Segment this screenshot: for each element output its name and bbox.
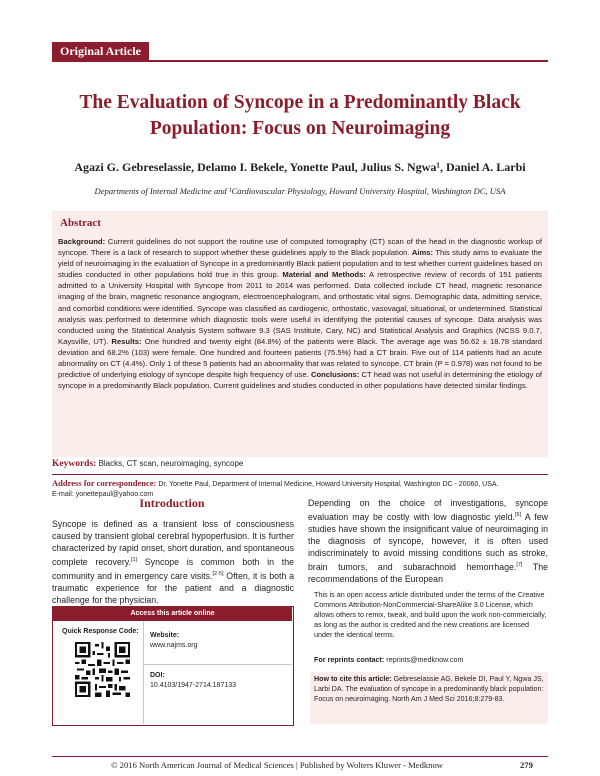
doi-label: DOI: xyxy=(150,672,165,679)
background-label: Background: xyxy=(58,237,106,246)
reprints-label: For reprints contact: xyxy=(314,655,385,664)
methods-label: Material and Methods: xyxy=(282,270,366,280)
doi-link[interactable]: 10.4103/1947-2714.187133 xyxy=(150,682,237,689)
reprints-contact xyxy=(314,655,548,664)
citation-ref[interactable]: [1] xyxy=(130,557,138,564)
results-label: Results: xyxy=(111,336,142,346)
aims-text: This study aims to evaluate the yield of neuroimaging in the evaluation of Syncope in a predominantly Black patient population and to test whether current guidelines based on studies conducted in other populations hold true in this group. xyxy=(58,248,542,280)
intro-text: Depending on the choice of investigations, syncope evaluation may be costly with low diagnostic yield. xyxy=(308,498,548,523)
intro-text: The recommendations of the European xyxy=(308,562,548,585)
article-title: The Evaluation of Syncope in a Predominantly Black Population: Focus on Neuroimaging xyxy=(79,92,521,139)
abstract-body xyxy=(58,236,542,391)
introduction-col2 xyxy=(308,497,548,586)
website-link[interactable]: www.najms.org xyxy=(150,642,198,649)
abstract-heading: Abstract xyxy=(60,217,101,229)
qr-label: Quick Response Code: xyxy=(62,628,139,635)
website-label: Website: xyxy=(150,632,180,639)
access-header: Access this article online xyxy=(53,607,292,621)
header-rule xyxy=(52,60,548,62)
intro-text: A few studies have shown the insignificant value of neuroimaging in the diagnosis of syncope, however, it is often used indiscriminately to avoid missing conditions such as stroke, brain tumors, and subarachnoid hemorrhage. xyxy=(308,512,548,573)
reprints-email[interactable]: reprints@medknow.com xyxy=(386,655,464,664)
keywords-text: Blacks, CT scan, neuroimaging, syncope xyxy=(98,459,244,468)
aims-label: Aims: xyxy=(411,248,434,258)
intro-text: Syncope is common both in the community and in emergency care visits. xyxy=(52,557,294,582)
access-divider xyxy=(143,621,144,724)
results-text: One hundred and twenty eight (84.8%) of the patients were Black. The average age was 56.62 ± 18.78 standard deviation and 68.2% (103) were female. One hundred and fourteen patients (75.5%) had a CT brain. Five out of 114 patients had an acute abnormality on CT (4.4%). Only 1 of these 5 patients had an abnormality that was related to syncope. CT brain (P = 0.978) was not found to be predictive of underlying etiology of syncope despite high frequency of use. xyxy=(58,336,543,380)
footer-text: © 2016 North American Journal of Medical Sciences | Published by Wolters Kluwer - Medknow xyxy=(111,760,443,770)
correspondence-label: Address for correspondence: xyxy=(52,478,157,488)
correspondence-text: Dr. Yonette Paul, Department of Internal Medicine, Howard University Hospital, Washington DC - 20060, USA. xyxy=(158,481,499,488)
page-number: 279 xyxy=(520,760,533,770)
methods-text: A retrospective review of records of 151 patients admitted to a University Hospital with Syncope from 2011 to 2014 was performed. Data collected include CT head, magnetic resonance imaging of the brain, magnetic resonance angiogram, electroencephalogram, and orthostatic vital signs. Demographic data, admitting service, and comorbid conditions were identified. Syncope was classified as cardiogenic, orthostatic, vasovagal, situational, or undetermined. Statistical analysis was performed to determine which diagnostic tools were useful in identifying the potential causes of syncope. Data analysis was conducted using the Statistical Analysis System software 9.3 (SAS Institute, Cary, NC) and Statistical Analysis and Graphics (NCSS 9.0.7, Kaysville, UT). xyxy=(58,270,543,346)
keywords-rule xyxy=(52,474,548,475)
footer-rule xyxy=(52,756,548,757)
open-access-notice: This is an open access article distributed under the terms of the Creative Commons Attribution-NonCommercial-ShareAlike 3.0 License, which allows others to remix, tweak, and build upon the work non-commercially, as long as the author is credited and the new creations are licensed under the identical terms. xyxy=(314,590,547,640)
access-divider xyxy=(143,664,292,665)
background-text: Current guidelines do not support the routine use of computed tomography (CT) scan of the head in the diagnostic workup of syncope. There is a lack of research to support whether these guidelines apply to the Black population. xyxy=(58,237,542,258)
intro-text: Often, it is both a traumatic experience for the patient and a diagnostic challenge for the physician. xyxy=(52,571,294,606)
author-list: Agazi G. Gebreselassie, Delamo I. Bekele, Yonette Paul, Julius S. Ngwa¹, Daniel A. Larbi xyxy=(74,160,526,174)
introduction-col1 xyxy=(52,518,294,607)
citation-ref[interactable]: [2-5] xyxy=(212,571,224,578)
intro-text: Syncope is defined as a transient loss of consciousness caused by transient global cerebral hypoperfusion. It is further characterized by rapid onset, short duration, and spontaneous complete recovery. xyxy=(52,519,294,568)
cite-label: How to cite this article: xyxy=(314,675,392,683)
section-tag: Original Article xyxy=(52,42,149,62)
affiliation: Departments of Internal Medicine and ¹Cardiovascular Physiology, Howard University Hospital, Washington DC, USA xyxy=(94,186,506,196)
keywords xyxy=(52,459,243,469)
correspondence-email[interactable]: E-mail: yonettepaul@yahoo.com xyxy=(52,491,154,498)
introduction-heading: Introduction xyxy=(139,496,205,510)
cite-body: Gebreselassie AG, Bekele DI, Paul Y, Ngwa JS, Larbi DA. The evaluation of syncope in a predominantly black population: Focus on neuroimaging. North Am J Med Sci 2016;8:279-83. xyxy=(314,675,544,703)
citation-ref[interactable]: [7] xyxy=(516,562,523,569)
keywords-label: Keywords: xyxy=(52,459,97,469)
citation-ref[interactable]: [6] xyxy=(514,512,522,519)
citation-text xyxy=(314,675,546,704)
qr-code-icon[interactable] xyxy=(75,642,130,697)
conclusions-label: Conclusions: xyxy=(310,370,360,380)
conclusions-text: CT head was not useful in determining the etiology of syncope in a predominantly Black population. Current guidelines and studies conducted in other populations have detected similar findings. xyxy=(58,370,542,391)
